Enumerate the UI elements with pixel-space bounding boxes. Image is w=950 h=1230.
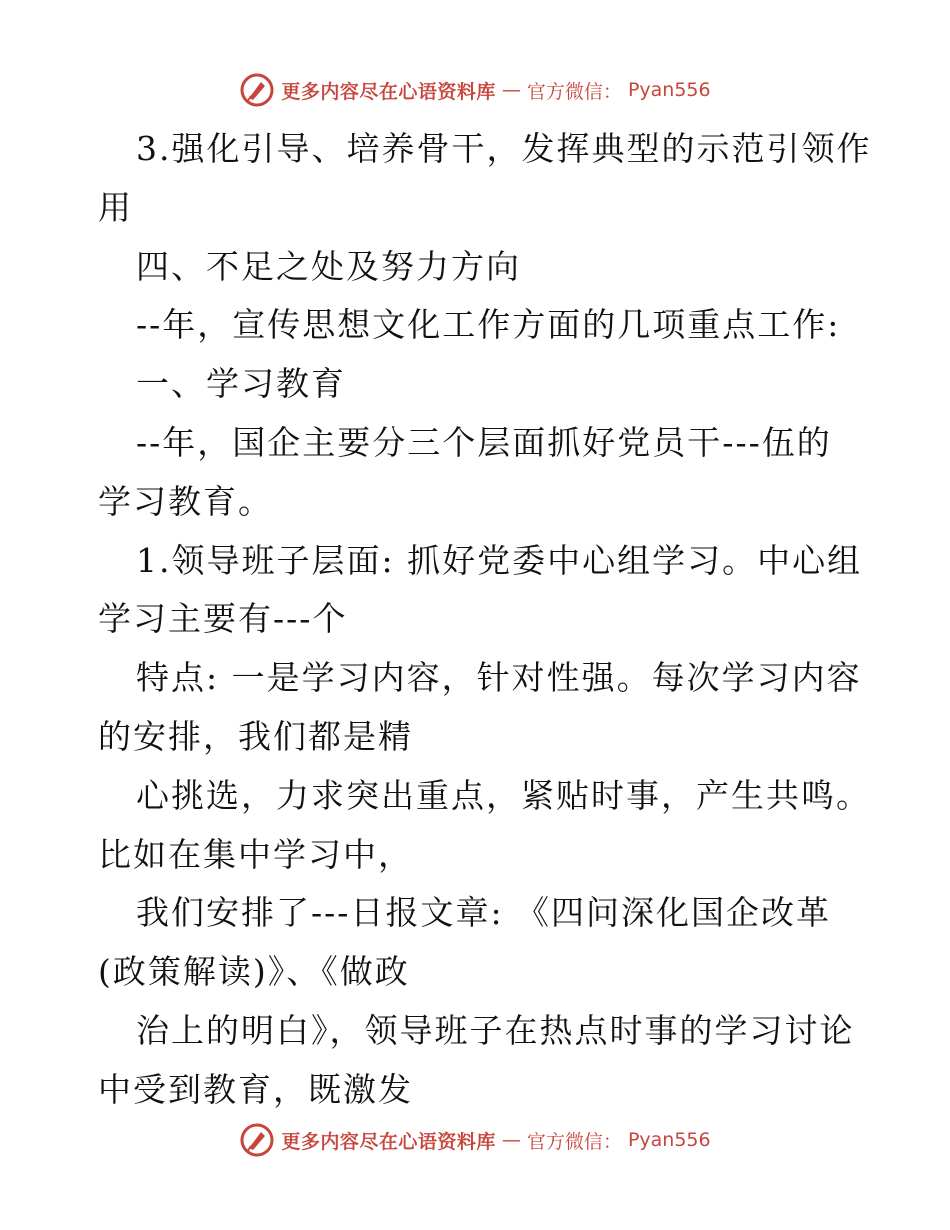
text-line: 3.强化引导、培养骨干，发挥典型的示范引领作 (136, 129, 872, 168)
watermark-dash: — (501, 79, 521, 101)
watermark-wechat-id: Pyan556 (627, 79, 711, 101)
text-line: 一、学习教育 (136, 364, 346, 404)
footer-watermark (0, 1120, 950, 1160)
text-line: 用 (98, 187, 133, 227)
document-body (98, 120, 872, 1120)
header-watermark (0, 70, 950, 110)
pen-nib-logo-icon (239, 1122, 275, 1158)
pen-nib-logo-icon (239, 72, 275, 108)
watermark-wechat-label: 官方微信： (526, 80, 622, 103)
text-line: 学习主要有---个 (98, 599, 348, 639)
text-line: 特点: 一是学习内容，针对性强。每次学习内容 (136, 658, 862, 698)
text-line: 学习教育。 (98, 481, 273, 521)
text-line: --年，国企主要分三个层面抓好党员干---伍的 (136, 422, 832, 462)
watermark-site-text: 更多内容尽在心语资料库 (281, 80, 496, 103)
watermark-site-text: 更多内容尽在心语资料库 (281, 1130, 496, 1153)
text-line: 比如在集中学习中， (98, 834, 413, 874)
text-line: 治上的明白》，领导班子在热点时事的学习讨论 (136, 1010, 855, 1050)
text-line: 心挑选，力求突出重点，紧贴时事，产生共鸣。 (136, 775, 871, 815)
text-line: 四、不足之处及努力方向 (136, 246, 521, 286)
text-line: 我们安排了---日报文章: 《四问深化国企改革 (136, 893, 832, 933)
text-line: --年，宣传思想文化工作方面的几项重点工作: (136, 305, 841, 345)
watermark-wechat-label: 官方微信： (526, 1130, 622, 1153)
text-line: 的安排，我们都是精 (98, 716, 413, 756)
text-line: 中受到教育，既激发 (98, 1069, 413, 1109)
text-line: (政策解读)》、《做政 (98, 952, 410, 992)
watermark-wechat-id: Pyan556 (627, 1129, 711, 1151)
text-line: 1.领导班子层面: 抓好党委中心组学习。中心组 (136, 540, 863, 580)
watermark-dash: — (501, 1129, 521, 1151)
